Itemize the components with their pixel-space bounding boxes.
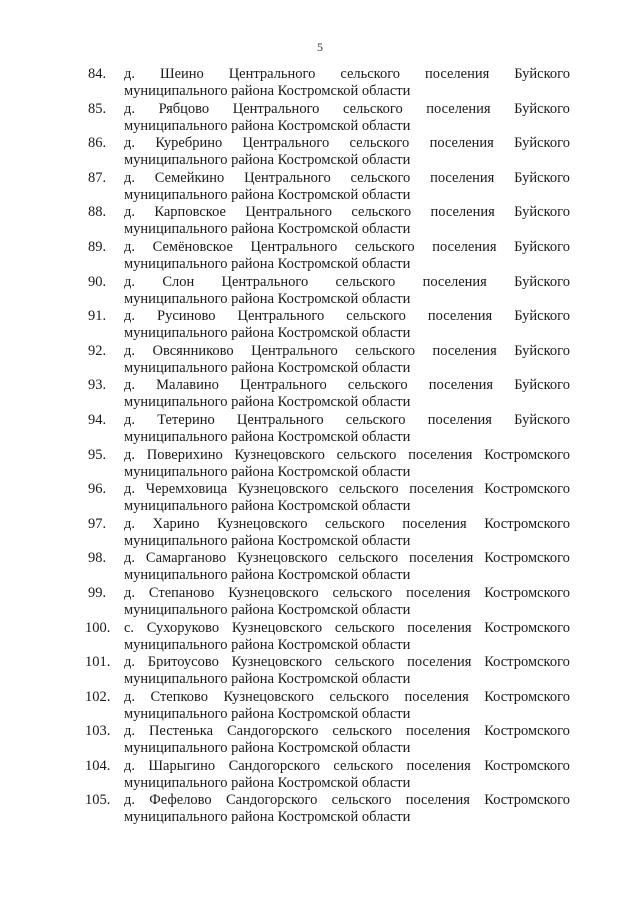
item-word: поселения: [407, 654, 472, 671]
item-word: Центрального: [240, 377, 327, 394]
item-word: Малавино: [156, 377, 219, 394]
item-word: поселения: [405, 723, 471, 740]
item-word: Буйского: [514, 377, 570, 394]
item-word: сельского: [342, 100, 403, 117]
item-word: Буйского: [514, 169, 570, 186]
item-continuation: муниципального района Костромской области: [124, 740, 411, 757]
item-word: Карповское: [154, 204, 226, 221]
item-word: поселения: [429, 135, 494, 152]
item-word: д.: [124, 135, 136, 152]
item-word: Рябцово: [158, 100, 210, 117]
item-continuation: муниципального района Костромской области: [124, 255, 411, 272]
list-item: [0, 792, 640, 827]
list-item: [0, 758, 640, 793]
item-first-line: [124, 66, 570, 83]
item-word: Харино: [152, 515, 200, 532]
item-continuation: муниципального района Костромской области: [124, 498, 411, 515]
item-word: с.: [124, 619, 135, 636]
item-word: поселения: [404, 688, 469, 705]
item-word: д.: [124, 446, 136, 463]
item-word: д.: [124, 377, 136, 394]
item-continuation: муниципального района Костромской области: [124, 463, 411, 480]
item-word: поселения: [428, 377, 494, 394]
item-word: д.: [124, 273, 136, 290]
item-first-line: [124, 447, 570, 464]
item-number: 87.: [88, 169, 107, 186]
item-word: поселения: [430, 169, 495, 186]
item-number: 98.: [88, 550, 107, 567]
item-first-line: [124, 308, 570, 325]
item-word: Буйского: [514, 411, 570, 428]
item-continuation: муниципального района Костромской области: [124, 671, 411, 688]
item-word: сельского: [347, 377, 408, 394]
item-word: Центрального: [245, 204, 333, 221]
item-number: 85.: [88, 100, 107, 117]
item-word: Сандогорского: [228, 757, 320, 774]
item-word: Поверихино: [146, 446, 223, 463]
item-word: Сандогорского: [225, 792, 318, 809]
item-word: сельского: [331, 792, 392, 809]
item-number: 102.: [85, 688, 111, 705]
item-first-line: [124, 585, 570, 602]
item-first-line: [124, 135, 570, 152]
item-continuation: муниципального района Костромской области: [124, 532, 411, 549]
item-word: поселения: [406, 584, 471, 601]
item-word: Центрального: [244, 169, 331, 186]
item-first-line: [124, 481, 570, 498]
item-number: 84.: [88, 66, 107, 82]
item-continuation: муниципального района Костромской области: [124, 809, 411, 826]
item-word: Буйского: [514, 135, 570, 152]
item-word: Кузнецовского: [234, 446, 325, 463]
item-number: 96.: [88, 481, 107, 498]
item-word: сельского: [351, 204, 412, 221]
list-item: [0, 654, 640, 689]
item-word: д.: [124, 515, 136, 532]
item-word: Буйского: [514, 238, 570, 255]
item-word: сельского: [334, 619, 395, 636]
item-word: сельского: [329, 688, 390, 705]
item-word: Кузнецовского: [237, 481, 329, 498]
item-first-line: [124, 550, 570, 567]
item-word: Шарыгино: [148, 757, 216, 774]
item-continuation: муниципального района Костромской области: [124, 428, 411, 445]
item-number: 94.: [88, 411, 107, 428]
item-word: поселения: [406, 757, 471, 774]
item-word: Русиново: [157, 308, 216, 325]
item-word: д.: [124, 204, 136, 221]
item-number: 100.: [85, 619, 111, 636]
item-word: поселения: [405, 792, 470, 809]
item-word: Центрального: [242, 135, 330, 152]
item-word: сельского: [335, 273, 396, 290]
item-number: 95.: [88, 446, 107, 463]
item-continuation: муниципального района Костромской области: [124, 636, 411, 653]
item-word: Костромского: [484, 550, 570, 567]
item-word: Пестенька: [148, 723, 214, 740]
item-word: сельского: [332, 723, 393, 740]
item-word: поселения: [422, 273, 487, 290]
item-first-line: [124, 792, 570, 809]
item-word: Семейкино: [154, 169, 225, 186]
item-word: д.: [124, 308, 136, 325]
item-word: Центрального: [237, 308, 325, 325]
item-word: Центрального: [221, 273, 309, 290]
item-word: сельского: [349, 135, 410, 152]
item-word: сельского: [350, 169, 411, 186]
item-first-line: [124, 343, 570, 360]
item-first-line: [124, 654, 570, 671]
list-item: [0, 135, 640, 170]
item-first-line: [124, 170, 570, 187]
item-word: д.: [124, 238, 136, 255]
item-word: поселения: [424, 66, 490, 82]
item-continuation: муниципального района Костромской области: [124, 221, 411, 238]
list-item: [0, 343, 640, 378]
item-word: Степаново: [148, 584, 215, 601]
item-word: д.: [124, 342, 136, 359]
item-number: 90.: [88, 273, 107, 290]
item-continuation: муниципального района Костромской области: [124, 774, 411, 791]
item-word: поселения: [432, 238, 497, 255]
item-word: Куребрино: [155, 135, 223, 152]
item-word: поселения: [407, 619, 472, 636]
item-continuation: муниципального района Костромской области: [124, 117, 411, 134]
item-first-line: [124, 377, 570, 394]
item-word: поселения: [427, 308, 493, 325]
item-word: Центрального: [236, 411, 324, 428]
item-continuation: муниципального района Костромской области: [124, 83, 411, 99]
item-first-line: [124, 723, 570, 740]
item-word: сельского: [338, 481, 399, 498]
item-continuation: муниципального района Костромской области: [124, 567, 411, 584]
list-item: [0, 585, 640, 620]
list-item: [0, 308, 640, 343]
item-continuation: муниципального района Костромской области: [124, 325, 411, 342]
item-word: Буйского: [514, 100, 570, 117]
list-item: [0, 689, 640, 724]
item-first-line: [124, 239, 570, 256]
item-word: сельского: [336, 446, 397, 463]
item-number: 104.: [85, 757, 111, 774]
item-word: Сухоруково: [146, 619, 220, 636]
item-word: д.: [124, 584, 136, 601]
item-word: Костромского: [484, 654, 570, 671]
item-word: сельского: [346, 308, 406, 325]
item-first-line: [124, 274, 570, 291]
item-word: Кузнецовского: [223, 688, 314, 705]
item-word: Костромского: [484, 688, 570, 705]
item-word: Бритоусово: [147, 654, 219, 671]
item-word: Кузнецовского: [217, 515, 308, 532]
item-word: Овсянниково: [152, 342, 234, 359]
item-word: Костромского: [484, 723, 570, 740]
list-item: [0, 723, 640, 758]
item-word: сельского: [354, 238, 415, 255]
list-item: [0, 239, 640, 274]
item-word: Буйского: [514, 273, 570, 290]
item-word: д.: [124, 654, 136, 671]
item-word: д.: [124, 411, 136, 428]
item-word: Кузнецовского: [228, 584, 319, 601]
item-word: Самарганово: [145, 550, 227, 567]
item-word: Костромского: [484, 757, 570, 774]
list-item: [0, 101, 640, 136]
item-first-line: [124, 204, 570, 221]
item-number: 86.: [88, 135, 107, 152]
item-word: Слон: [162, 273, 195, 290]
item-word: поселения: [408, 446, 473, 463]
item-word: Костромского: [484, 481, 570, 498]
item-word: Центрального: [251, 342, 338, 359]
item-word: Центрального: [250, 238, 338, 255]
item-word: Буйского: [514, 308, 570, 325]
item-first-line: [124, 620, 570, 637]
item-word: Костромского: [484, 619, 570, 636]
item-continuation: муниципального района Костромской области: [124, 152, 411, 169]
item-word: Кузнецовского: [231, 654, 322, 671]
item-word: сельского: [340, 66, 401, 82]
item-word: Центрального: [228, 66, 316, 82]
item-word: д.: [124, 757, 136, 774]
item-word: Кузнецовского: [231, 619, 323, 636]
item-word: поселения: [430, 204, 495, 221]
item-word: Буйского: [514, 342, 570, 359]
item-word: Черемховица: [145, 481, 228, 498]
item-word: д.: [124, 481, 136, 498]
item-word: Буйского: [514, 204, 570, 221]
item-word: сельского: [345, 411, 406, 428]
item-first-line: [124, 689, 570, 706]
item-continuation: муниципального района Костромской области: [124, 394, 411, 411]
item-word: Семёновское: [152, 238, 233, 255]
item-word: Тетерино: [157, 411, 215, 428]
item-number: 97.: [88, 515, 107, 532]
item-first-line: [124, 758, 570, 775]
item-number: 105.: [85, 792, 111, 809]
item-word: сельского: [334, 654, 395, 671]
item-word: сельского: [338, 550, 399, 567]
item-word: сельского: [333, 757, 394, 774]
item-word: д.: [124, 100, 136, 117]
item-word: д.: [124, 66, 136, 82]
item-word: сельского: [332, 584, 393, 601]
item-number: 88.: [88, 204, 107, 221]
item-number: 99.: [88, 584, 107, 601]
item-word: д.: [124, 688, 136, 705]
item-word: Костромского: [484, 515, 570, 532]
list-item: [0, 204, 640, 239]
item-word: Буйского: [514, 66, 570, 82]
item-number: 103.: [85, 723, 111, 740]
item-word: Сандогорского: [226, 723, 319, 740]
list-item: [0, 66, 640, 101]
item-continuation: муниципального района Костромской области: [124, 359, 411, 376]
item-word: сельского: [355, 342, 415, 359]
list-item: [0, 550, 640, 585]
list-item: [0, 377, 640, 412]
item-word: Степково: [150, 688, 209, 705]
item-number: 92.: [88, 342, 107, 359]
item-word: д.: [124, 550, 136, 567]
item-number: 89.: [88, 238, 107, 255]
list-item: [0, 620, 640, 655]
settlement-list: [0, 66, 640, 827]
list-item: [0, 481, 640, 516]
list-item: [0, 274, 640, 309]
item-word: Кузнецовского: [237, 550, 328, 567]
page-number: 5: [317, 40, 323, 54]
item-first-line: [124, 412, 570, 429]
list-item: [0, 412, 640, 447]
item-word: д.: [124, 169, 136, 186]
item-continuation: муниципального района Костромской области: [124, 290, 411, 307]
item-continuation: муниципального района Костромской области: [124, 601, 411, 618]
item-word: Костромского: [484, 446, 570, 463]
item-number: 101.: [85, 654, 111, 671]
item-first-line: [124, 516, 570, 533]
item-word: сельского: [325, 515, 385, 532]
item-word: поселения: [427, 411, 492, 428]
item-number: 91.: [88, 308, 107, 325]
item-word: д.: [124, 723, 136, 740]
item-word: поселения: [432, 342, 497, 359]
item-word: Костромского: [484, 792, 570, 809]
item-word: д.: [124, 792, 136, 809]
list-item: [0, 170, 640, 205]
item-number: 93.: [88, 377, 107, 394]
item-word: поселения: [409, 481, 474, 498]
item-word: поселения: [402, 515, 467, 532]
item-word: Шеино: [159, 66, 204, 82]
item-word: поселения: [426, 100, 491, 117]
item-word: Фефелово: [149, 792, 212, 809]
item-word: Центрального: [232, 100, 320, 117]
item-word: Костромского: [484, 584, 570, 601]
item-continuation: муниципального района Костромской области: [124, 186, 411, 203]
item-continuation: муниципального района Костромской области: [124, 705, 411, 722]
item-word: поселения: [409, 550, 474, 567]
item-first-line: [124, 101, 570, 118]
list-item: [0, 447, 640, 482]
list-item: [0, 516, 640, 551]
